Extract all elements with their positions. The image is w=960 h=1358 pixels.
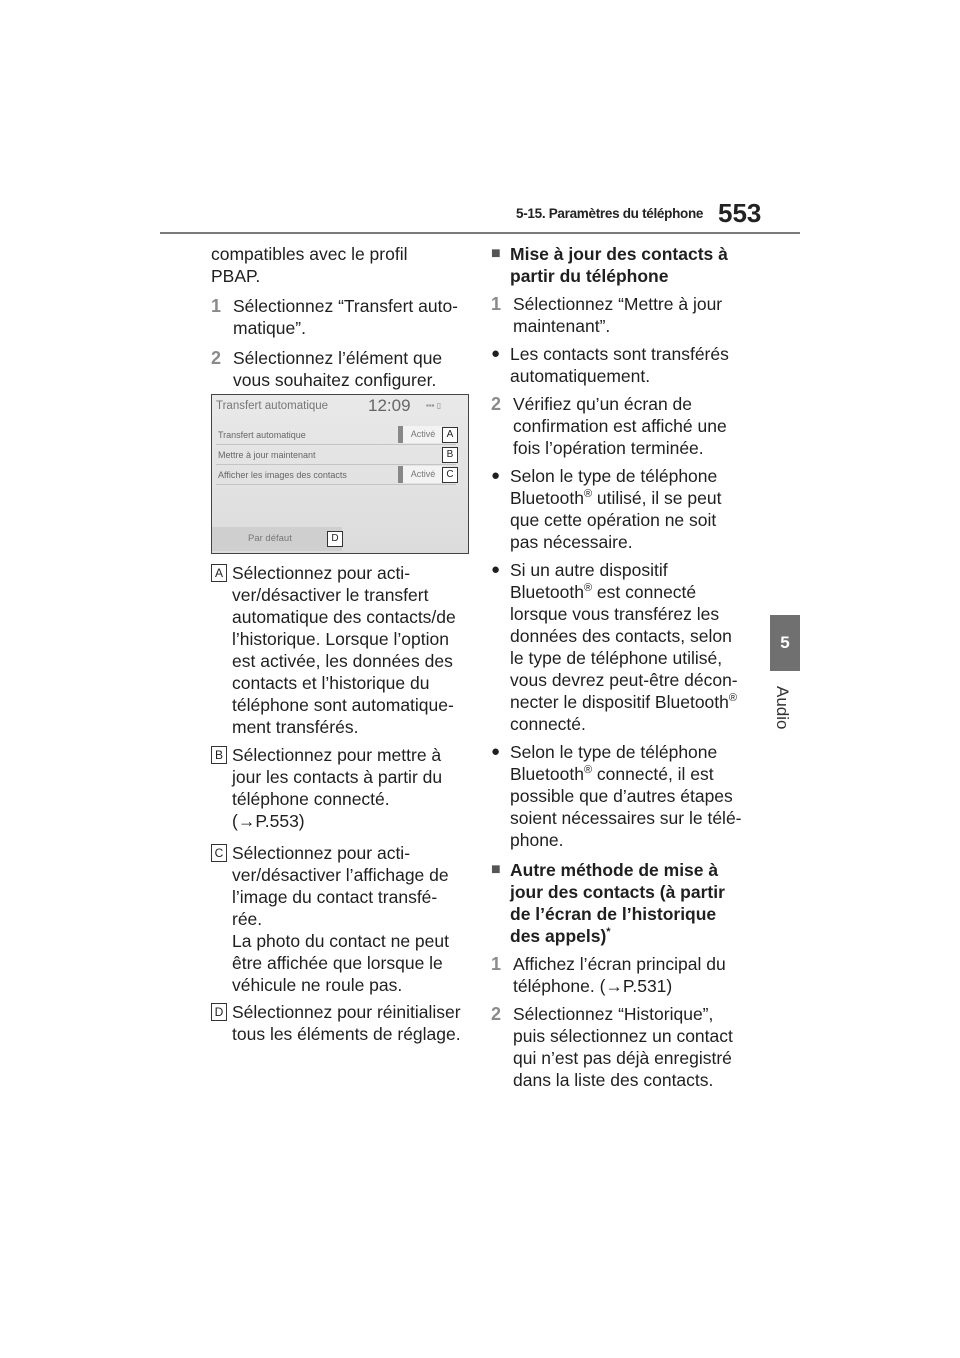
chapter-tab: 5 [770, 615, 800, 671]
step-number: 1 [211, 296, 222, 316]
item-b-tag: B [211, 746, 227, 764]
toggle-state: Activé [398, 426, 443, 443]
bullet-other-device [491, 559, 756, 735]
right-step-1 [491, 293, 756, 337]
bullet-text: Selon le type de téléphone Bluetooth [510, 466, 718, 508]
step-text: Sélectionnez l’élément que vous souhaitez configurer. [233, 348, 443, 390]
heading-square-icon: ■ [491, 245, 501, 262]
status-icons: ▪▪▪ ▯ [426, 401, 442, 410]
right-step-3 [491, 953, 756, 997]
heading-body [510, 859, 740, 947]
left-column-top [211, 243, 461, 391]
section-heading-other-method [491, 859, 756, 947]
default-button-label: Par défaut [248, 533, 292, 544]
callout-c: C [442, 467, 458, 483]
step-number: 2 [211, 348, 222, 368]
step-text: Affichez l’écran principal du téléphone. (→P.531) [513, 954, 726, 996]
step-number: 2 [491, 394, 502, 414]
step-text: Sélectionnez “Transfert auto-matique”. [233, 296, 459, 338]
bullet-icon: ● [491, 743, 501, 760]
right-column [491, 243, 756, 1091]
item-c-tag: C [211, 844, 227, 862]
step-number: 1 [491, 294, 502, 314]
registered-mark: ® [728, 692, 737, 705]
row-label: Transfert automatique [218, 430, 306, 440]
bullet-bluetooth-type [491, 465, 756, 553]
bullet-text: Si un autre dispositif Bluetooth [510, 560, 668, 602]
step-number: 2 [491, 1004, 502, 1024]
item-c [211, 842, 466, 996]
bullet-text: Selon le type de téléphone Bluetooth [510, 742, 718, 784]
row-label: Afficher les images des contacts [218, 470, 347, 480]
screen-row-update-now [216, 446, 456, 465]
bullet-text: connecté, il est possible que d’autres étapes soient nécessaires sur le télé-phone. [510, 764, 742, 850]
page-number: 553 [718, 198, 762, 228]
row-label: Mettre à jour maintenant [218, 450, 316, 460]
bullet-extra-steps [491, 741, 756, 851]
section-title: 5-15. Paramètres du téléphone [516, 206, 704, 221]
left-step-1 [211, 295, 461, 339]
bullet-icon: ● [491, 467, 501, 484]
screen-clock: 12:09 [368, 396, 411, 415]
item-a-text: Sélectionnez pour acti-ver/désactiver le transfert automatique des contacts/de l’historique. Lorsque l’option est activée, les données des contacts et l’historique du téléphone sont automatique-ment transférés. [232, 563, 456, 737]
bullet-text: est connecté lorsque vous transférez les données des contacts, selon le type de téléphone utilisé, vous devrez peut-être décon-necter le dispositif Bluetooth [510, 582, 738, 712]
heading-text: Autre méthode de mise à jour des contacts (à partir de l’écran de l’historique des appels) [510, 860, 725, 946]
header-divider [160, 232, 800, 234]
item-d [211, 1001, 466, 1045]
screen-row-auto-transfer [216, 426, 456, 445]
screen-title: Transfert automatique [216, 400, 329, 412]
bullet-body [510, 559, 745, 735]
item-a-tag: A [211, 564, 227, 582]
item-c-note: La photo du contact ne peut être affichée que lorsque le véhicule ne roule pas. [232, 931, 449, 995]
bullet-text: connecté. [510, 714, 586, 734]
heading-square-icon: ■ [491, 861, 501, 878]
registered-mark: ® [583, 764, 593, 777]
step-number: 1 [491, 954, 502, 974]
bullet-icon: ● [491, 345, 501, 362]
screen-row-contact-images [216, 466, 456, 485]
registered-mark: ® [583, 488, 593, 501]
step-text: Vérifiez qu’un écran de confirmation est affiché une fois l’opération terminée. [513, 394, 727, 458]
chapter-label: Audio [773, 686, 792, 730]
item-d-text: Sélectionnez pour réinitialiser tous les éléments de réglage. [232, 1002, 461, 1044]
section-heading-update [491, 243, 756, 287]
intro-text: compatibles avec le profil PBAP. [211, 244, 408, 286]
toggle-state: Activé [398, 466, 443, 483]
registered-mark: ® [583, 582, 593, 595]
bullet-body [510, 741, 750, 851]
bullet-text: Les contacts sont transférés automatiquement. [510, 344, 729, 386]
bullet-text: utilisé, il se peut que cette opération ne soit pas nécessaire. [510, 488, 722, 552]
callout-a: A [442, 427, 458, 443]
item-b [211, 744, 466, 832]
item-b-text: Sélectionnez pour mettre à jour les contacts à partir du téléphone connecté. (→P.553) [232, 745, 443, 831]
left-step-2 [211, 347, 461, 391]
callout-b: B [442, 447, 458, 463]
right-step-2 [491, 393, 756, 459]
asterisk-mark: * [606, 926, 611, 939]
step-text: Sélectionnez “Historique”, puis sélectionnez un contact qui n’est pas déjà enregistré dans la liste des contacts. [513, 1004, 733, 1090]
item-d-tag: D [211, 1003, 227, 1021]
step-text: Sélectionnez “Mettre à jour maintenant”. [513, 294, 723, 336]
item-c-text: Sélectionnez pour acti-ver/désactiver l’affichage de l’image du contact transfé-rée. [232, 843, 449, 929]
bullet-body [510, 465, 740, 553]
item-a [211, 562, 466, 738]
bullet-icon: ● [491, 561, 501, 578]
callout-d: D [327, 531, 343, 547]
default-button [212, 527, 342, 551]
right-step-4 [491, 1003, 756, 1091]
heading-text: Mise à jour des contacts à partir du téléphone [510, 244, 728, 286]
screen-illustration [211, 394, 469, 554]
bullet-transferred [491, 343, 756, 387]
